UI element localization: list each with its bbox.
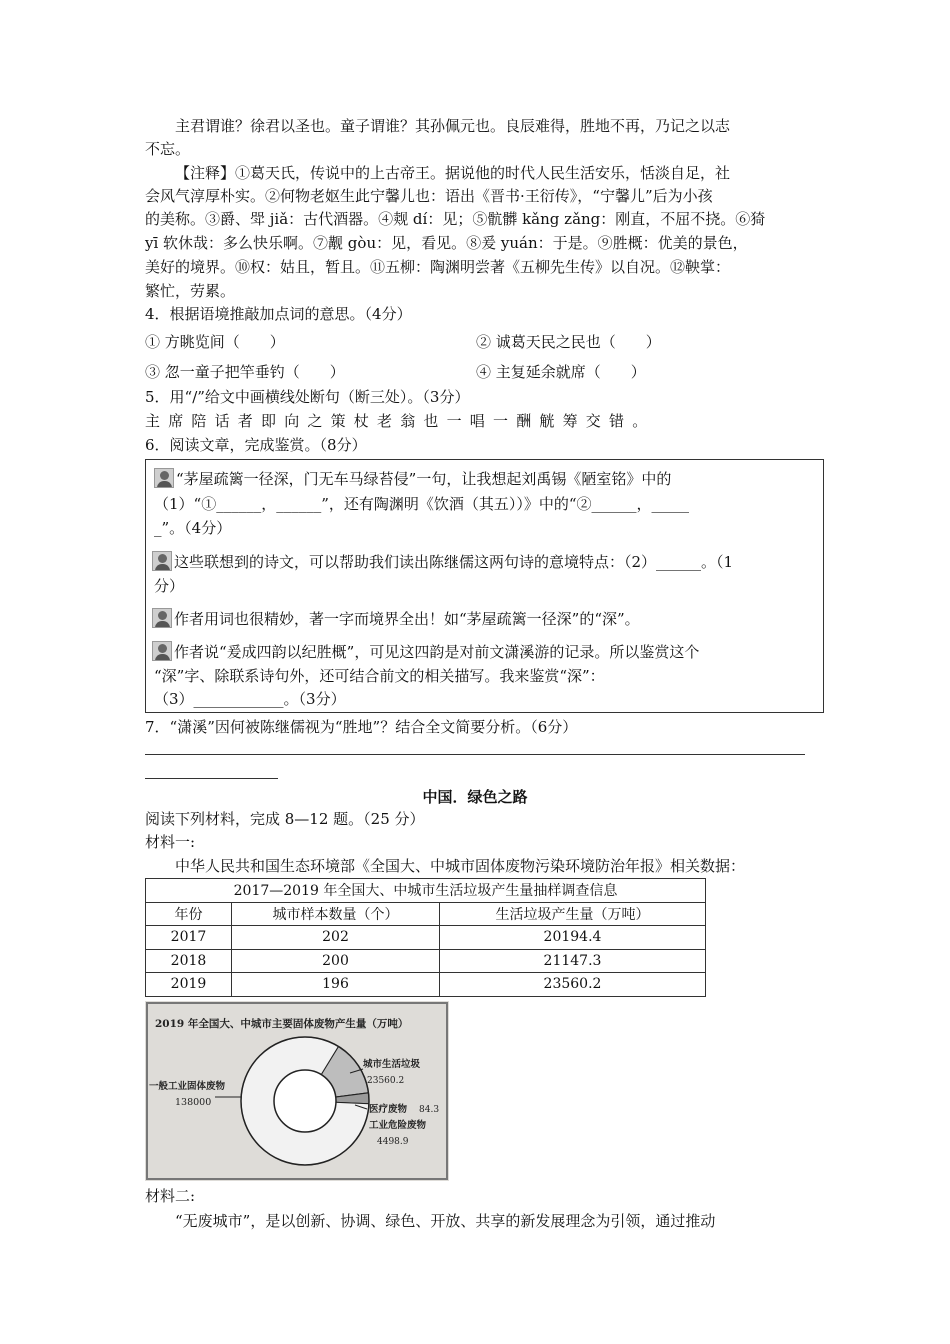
- box-line: “深”字、除联系诗句外，还可结合前文的相关描写。我来鉴赏“深”：: [154, 667, 605, 685]
- table-header-row: [146, 902, 706, 926]
- box-line[interactable]: （1）“①______，______”，还有陶渊明《饮酒（其五））》中的“②______，_____: [154, 495, 690, 513]
- label-household-value: 23560.2: [367, 1076, 405, 1086]
- question-4: 4．根据语境推敲加点词的意思。（4分）: [145, 305, 412, 323]
- student-avatar-icon: [152, 551, 172, 571]
- label-hazardous-name: 工业危险废物: [369, 1120, 427, 1131]
- table-row: [146, 973, 706, 997]
- material-1-text: 中华人民共和国生态环境部《全国大、中城市固体废物污染环境防治年报》相关数据：: [175, 857, 746, 875]
- table-cell: 20194.4: [440, 926, 706, 950]
- box-line: _”。（4分）: [154, 519, 232, 537]
- garbage-table: [145, 878, 706, 997]
- label-industrial-name: 一般工业固体废物: [149, 1081, 226, 1092]
- material-2-text: “无废城市”，是以创新、协调、绿色、开放、共享的新发展理念为引领，通过推动: [175, 1212, 716, 1230]
- box-para-2: 这些联想到的诗文，可以帮助我们读出陈继儒这两句诗的意境特点：（2）______。（1: [152, 551, 733, 573]
- q4-item: ③ 忽一童子把竿垂钓（ ）: [145, 363, 345, 381]
- table-header: 生活垃圾产生量（万吨）: [440, 902, 706, 926]
- label-industrial-value: 138000: [175, 1097, 212, 1108]
- student-avatar-icon: [152, 608, 172, 628]
- question-6: 6．阅读文章，完成鉴赏。（8分）: [145, 436, 367, 454]
- note-line: 美好的境界。⑩权：姑且，暂且。⑪五柳：陶渊明尝著《五柳先生传》以自况。⑫鞅掌：: [145, 258, 731, 276]
- table-cell: 23560.2: [440, 973, 706, 997]
- q5-text: 主席陪话者即向之策杖老翁也一唱一酬觥筹交错。: [145, 412, 656, 430]
- chart-title: 2019 年全国大、中城市主要固体废物产生量（万吨）: [155, 1018, 409, 1030]
- note-line: yī 软休哉：多么快乐啊。⑦觏 gòu：见，看见。⑧爰 yuán：于是。⑨胜概：优美的景色，: [145, 234, 748, 252]
- table-row: [146, 949, 706, 973]
- student-avatar-icon: [152, 641, 172, 661]
- section-title: 中国．绿色之路: [422, 788, 528, 806]
- box-line[interactable]: （3）____________。（3分）: [154, 690, 346, 708]
- answer-line[interactable]: [145, 778, 278, 779]
- table-cell: 200: [232, 949, 440, 973]
- material-2-label: 材料二:: [145, 1187, 196, 1205]
- material-1-label: 材料一:: [145, 833, 196, 851]
- passage-line: 不忘。: [145, 140, 191, 158]
- q4-item: ① 方眺览间（ ）: [145, 333, 285, 351]
- section-intro: 阅读下列材料，完成 8—12 题。（25 分）: [145, 810, 425, 828]
- waste-donut-chart-photo: [145, 1001, 449, 1181]
- table-cell: 196: [232, 973, 440, 997]
- table-cell: 2019: [146, 973, 232, 997]
- donut-hole: [274, 1070, 336, 1132]
- note-line: 【注释】①葛天氏，传说中的上古帝王。据说他的时代人民生活安乐，恬淡自足，社: [175, 164, 731, 182]
- table-cell: 21147.3: [440, 949, 706, 973]
- table-header: 城市样本数量（个）: [232, 902, 440, 926]
- passage-line: 主君谓谁？徐君以圣也。童子谓谁？其孙佩元也。良辰难得，胜地不再，乃记之以志: [175, 117, 731, 135]
- donut-chart: [145, 1001, 449, 1181]
- label-household-name: 城市生活垃圾: [363, 1059, 421, 1070]
- question-7: 7．“潇溪”因何被陈继儒视为“胜地”？结合全文简要分析。（6分）: [145, 718, 578, 736]
- label-hazardous-value: 4498.9: [377, 1137, 409, 1147]
- box-line: 分）: [154, 577, 185, 595]
- note-line: 会风气淳厚朴实。②何物老妪生此宁馨儿也：语出《晋书·王衍传》，“宁馨儿”后为小孩: [145, 187, 713, 205]
- note-line: 繁忙，劳累。: [145, 282, 236, 300]
- table-cell: 202: [232, 926, 440, 950]
- box-para-3: 作者用词也很精妙，著一字而境界全出！如“茅屋疏篱一径深”的“深”。: [152, 608, 640, 630]
- label-medical-value: 84.3: [419, 1105, 440, 1115]
- student-avatar-icon: [154, 468, 174, 488]
- note-line: 的美称。③爵、斝 jiǎ：古代酒器。④觌 dí：见；⑤骯髒 kǎng zǎng：刚直，不屈不挠。⑥猗: [145, 210, 766, 228]
- q4-item: ② 诚葛天民之民也（ ）: [476, 333, 661, 351]
- table-cell: 2018: [146, 949, 232, 973]
- question-5: 5．用“/”给文中画横线处断句（断三处）。（3分）: [145, 388, 470, 406]
- table-caption: 2017—2019 年全国大、中城市生活垃圾产生量抽样调查信息: [146, 879, 706, 903]
- table-header: 年份: [146, 902, 232, 926]
- box-para-1: “茅屋疏篱一径深，门无车马绿苔侵”一句，让我想起刘禹锡《陋室铭》中的: [154, 468, 671, 490]
- label-medical-name: 医疗废物: [369, 1104, 408, 1115]
- table-cell: 2017: [146, 926, 232, 950]
- answer-line[interactable]: [145, 754, 805, 755]
- box-para-4: 作者说“爰成四韵以纪胜概”，可见这四韵是对前文潇溪游的记录。所以鉴赏这个: [152, 641, 699, 663]
- table-row: [146, 926, 706, 950]
- appreciation-box: [145, 459, 824, 713]
- q4-item: ④ 主复延余就席（ ）: [476, 363, 646, 381]
